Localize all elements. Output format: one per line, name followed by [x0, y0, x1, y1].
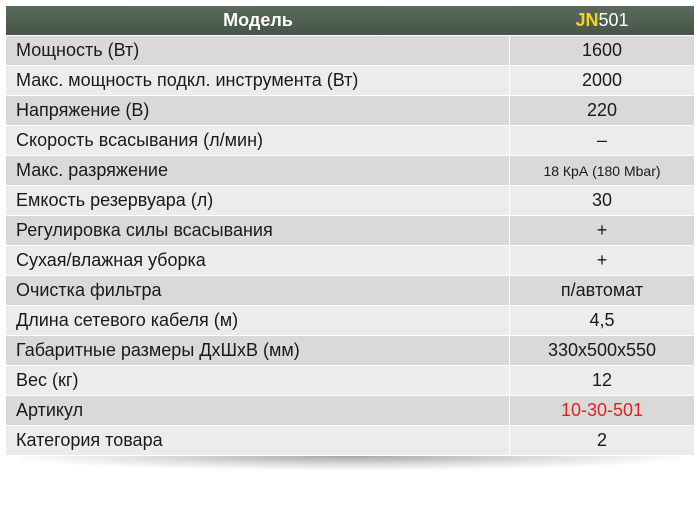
spec-table [6, 6, 694, 456]
row-value: 4,5 [510, 306, 694, 336]
table-row [6, 36, 694, 66]
row-value: + [510, 246, 694, 276]
table-row [6, 216, 694, 246]
table-shadow [20, 456, 680, 470]
row-param: Очистка фильтра [6, 276, 510, 306]
table-row [6, 246, 694, 276]
table-row [6, 96, 694, 126]
row-param: Артикул [6, 396, 510, 426]
row-value: – [510, 126, 694, 156]
row-param: Скорость всасывания (л/мин) [6, 126, 510, 156]
table-row [6, 66, 694, 96]
row-value: 2000 [510, 66, 694, 96]
table-row [6, 426, 694, 456]
model-brand: JN [575, 10, 599, 30]
row-value: 18 КрА (180 Mbar) [510, 156, 694, 186]
table-row [6, 126, 694, 156]
row-param: Вес (кг) [6, 366, 510, 396]
row-value: 2 [510, 426, 694, 456]
row-param: Макс. мощность подкл. инструмента (Вт) [6, 66, 510, 96]
table-row [6, 306, 694, 336]
table-row [6, 186, 694, 216]
row-param: Сухая/влажная уборка [6, 246, 510, 276]
row-value: п/автомат [510, 276, 694, 306]
table-row [6, 156, 694, 186]
row-param: Напряжение (В) [6, 96, 510, 126]
row-value: 12 [510, 366, 694, 396]
row-param: Макс. разряжение [6, 156, 510, 186]
article-value: 10-30-501 [510, 396, 694, 426]
row-value: 220 [510, 96, 694, 126]
row-param: Длина сетевого кабеля (м) [6, 306, 510, 336]
table-row [6, 396, 694, 426]
table-header-row [6, 6, 694, 36]
row-param: Категория товара [6, 426, 510, 456]
table-row [6, 366, 694, 396]
table-row [6, 276, 694, 306]
model-header-value [510, 6, 694, 36]
row-value: 330x500x550 [510, 336, 694, 366]
table-row [6, 336, 694, 366]
row-value: 1600 [510, 36, 694, 66]
row-value: 30 [510, 186, 694, 216]
row-param: Регулировка силы всасывания [6, 216, 510, 246]
model-header-label: Модель [6, 6, 510, 36]
row-value: + [510, 216, 694, 246]
row-param: Емкость резервуара (л) [6, 186, 510, 216]
model-number: 501 [598, 10, 629, 30]
row-param: Габаритные размеры ДхШхВ (мм) [6, 336, 510, 366]
row-param: Мощность (Вт) [6, 36, 510, 66]
